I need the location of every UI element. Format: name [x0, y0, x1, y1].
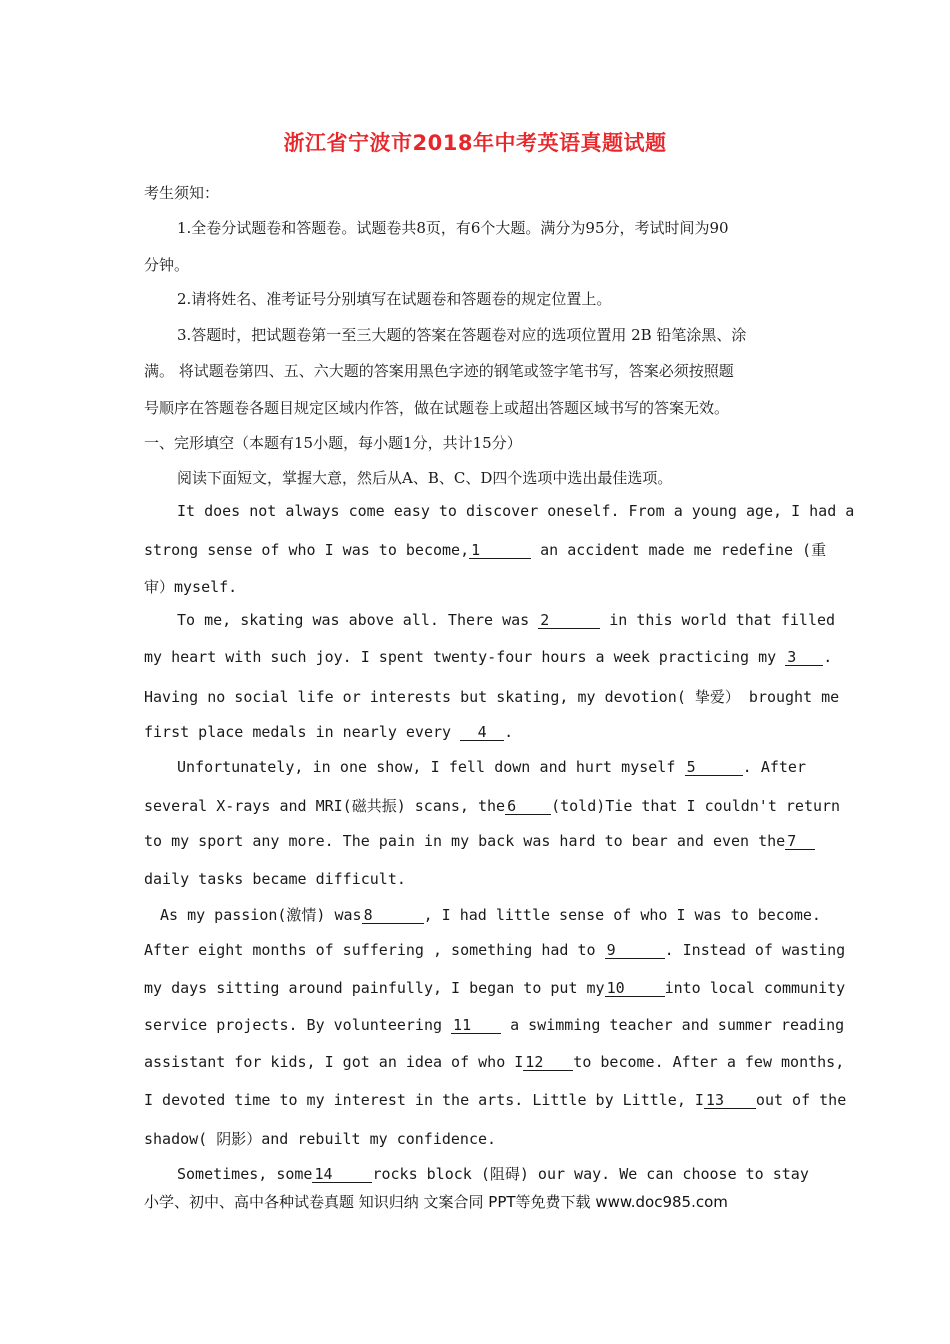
blank-4[interactable]: 4: [460, 724, 504, 741]
passage-text: (told)Tie that I couldn't return: [551, 797, 841, 815]
passage-text: assistant for kids, I got an idea of who I: [144, 1053, 524, 1071]
section-heading: 一、完形填空（本题有15小题，每小题1分，共计15分）: [144, 434, 522, 452]
passage-text: I devoted time to my interest in the arts. Little by Little, I: [144, 1091, 704, 1109]
passage-text: to my sport any more. The pain in my back was hard to bear and even the: [144, 832, 786, 850]
passage-text: . Instead of wasting: [664, 941, 846, 959]
passage-text: To me, skating was above all. There was: [177, 611, 530, 629]
footer-banner: 小学、初中、高中各种试卷真题 知识归纳 文案合同 PPT等免费下载 www.doc985.com: [144, 1193, 728, 1211]
passage-text: an accident made me redefine (重: [540, 541, 827, 559]
blank-6[interactable]: 6: [505, 798, 551, 815]
blank-2[interactable]: 2: [538, 612, 600, 629]
passage-line: Having no social life or interests but skating, my devotion( 挚爱） brought me: [144, 688, 840, 706]
passage-text: several X-rays and MRI(磁共振) scans, the: [144, 797, 506, 815]
passage-text: into local community: [664, 979, 846, 997]
page-title: 浙江省宁波市2018年中考英语真题试题: [283, 131, 667, 155]
blank-3[interactable]: 3: [785, 649, 823, 666]
passage-text: first place medals in nearly every: [144, 723, 452, 741]
blank-14[interactable]: 14: [312, 1166, 372, 1183]
passage-text: a swimming teacher and summer reading: [510, 1016, 845, 1034]
passage-line: [144, 795, 841, 816]
blank-1[interactable]: 1: [469, 542, 531, 559]
passage-text: rocks block (阻碍) our way. We can choose to stay: [372, 1165, 809, 1183]
notice-item-2: 2.请将姓名、准考证号分别填写在试题卷和答题卷的规定位置上。: [177, 290, 612, 308]
section-instruction: 阅读下面短文，掌握大意，然后从A、B、C、D四个选项中选出最佳选项。: [177, 469, 673, 487]
passage-line: [144, 1016, 845, 1034]
notice-item-3-cont-1: 满。 将试题卷第四、五、六大题的答案用黑色字迹的钢笔或签字笔书写，答案必须按照题: [144, 362, 734, 380]
blank-7[interactable]: 7: [785, 833, 815, 850]
notice-item-3-cont-2: 号顺序在答题卷各题目规定区域内作答，做在试题卷上或超出答题区域书写的答案无效。: [144, 399, 730, 417]
passage-text: .: [504, 723, 514, 741]
blank-11[interactable]: 11: [451, 1017, 501, 1034]
passage-text: service projects. By volunteering: [144, 1016, 443, 1034]
passage-line: [144, 941, 846, 959]
passage-text: . After: [742, 758, 806, 776]
passage-text: my heart with such joy. I spent twenty-four hours a week practicing my: [144, 648, 777, 666]
passage-text: As my passion(激情) was: [160, 906, 362, 924]
passage-text: in this world that filled: [609, 611, 836, 629]
passage-line: [144, 723, 806, 741]
blank-12[interactable]: 12: [523, 1054, 573, 1071]
blank-9[interactable]: 9: [605, 942, 665, 959]
passage-line: [144, 979, 846, 997]
notice-heading: 考生须知：: [144, 184, 220, 202]
passage-text: .: [823, 648, 833, 666]
passage-line: [177, 1163, 809, 1184]
passage-text: to become. After a few months,: [573, 1053, 845, 1071]
passage-line: [160, 904, 821, 925]
passage-line: [144, 1053, 845, 1071]
notice-item-3: 3.答题时，把试题卷第一至三大题的答案在答题卷对应的选项位置用 2B 铅笔涂黑、涂: [177, 326, 747, 344]
passage-text: strong sense of who I was to become,: [144, 541, 470, 559]
passage-text: my days sitting around painfully, I began to put my: [144, 979, 605, 997]
passage-line: It does not always come easy to discover oneself. From a young age, I had a: [177, 502, 855, 520]
passage-line: [144, 1091, 847, 1109]
passage-text: out of the: [755, 1091, 847, 1109]
passage-line: [177, 758, 806, 776]
passage-line: [144, 648, 833, 666]
passage-line: daily tasks became difficult.: [144, 870, 406, 888]
notice-item-1: 1.全卷分试题卷和答题卷。试题卷共8页，有6个大题。满分为95分，考试时间为90: [177, 219, 729, 237]
passage-line: [177, 611, 836, 629]
blank-8[interactable]: 8: [362, 907, 424, 924]
blank-13[interactable]: 13: [704, 1092, 756, 1109]
passage-line: 审）myself.: [144, 578, 238, 596]
passage-line: [144, 832, 806, 850]
passage-text: Unfortunately, in one show, I fell down and hurt myself: [177, 758, 676, 776]
passage-text: Sometimes, some: [177, 1165, 313, 1183]
passage-text: After eight months of suffering , something had to: [144, 941, 596, 959]
passage-line: shadow( 阴影）and rebuilt my confidence.: [144, 1130, 497, 1148]
passage-text: , I had little sense of who I was to become.: [423, 906, 821, 924]
passage-line: [144, 539, 827, 560]
notice-item-1-cont: 分钟。: [144, 256, 190, 274]
blank-5[interactable]: 5: [685, 759, 743, 776]
blank-10[interactable]: 10: [605, 980, 665, 997]
